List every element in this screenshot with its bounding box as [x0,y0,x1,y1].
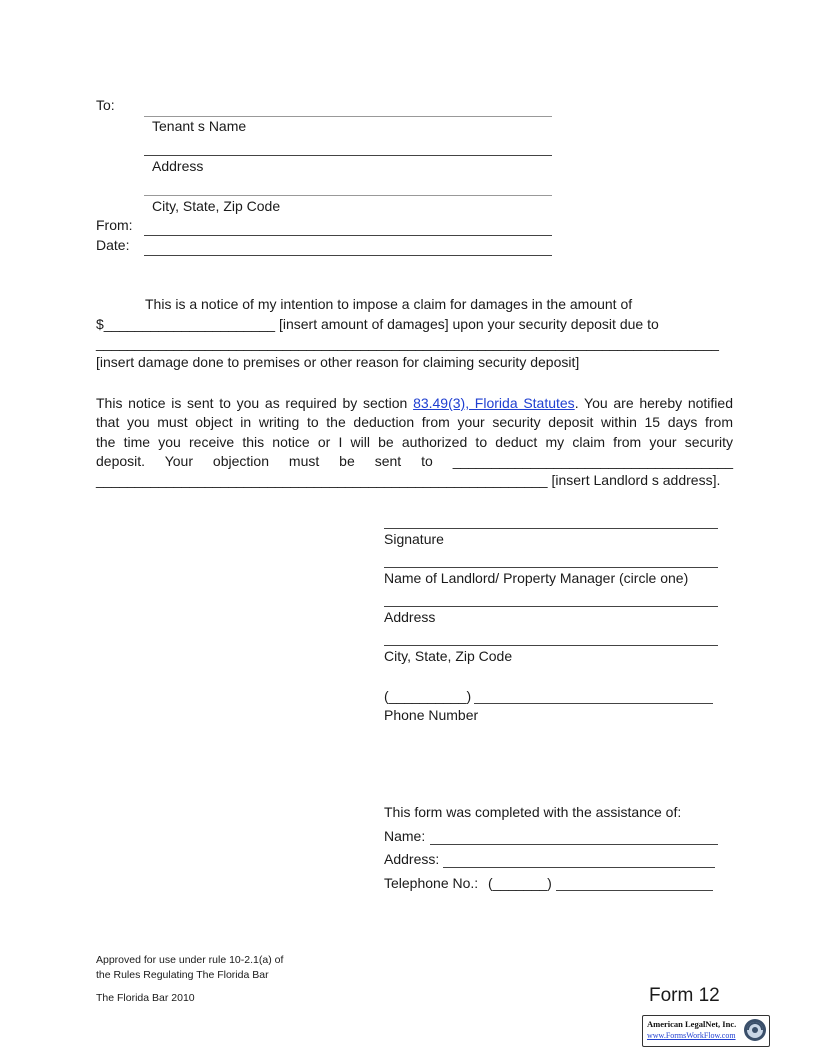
tenant-name-line [144,116,552,117]
date-line [144,255,552,256]
florida-bar-year: The Florida Bar 2010 [96,992,195,1004]
address-line [144,155,552,156]
signature-line [384,528,718,529]
logo-website: www.FormsWorkFlow.com [647,1031,736,1040]
landlord-city-line [384,645,718,646]
landlord-name-line [384,567,718,568]
statute-line-3: the time you receive this notice or I will be authorized to deduct my claim from your security [96,434,733,450]
assistance-area-code: (_______) [488,875,552,891]
landlord-name-label: Name of Landlord/ Property Manager (circle one) [384,570,689,586]
assistance-telephone-label: Telephone No.: [384,875,479,891]
phone-label: Phone Number [384,707,479,723]
address-label: Address [152,158,204,174]
landlord-address-line [384,606,718,607]
assistance-name-label: Name: [384,828,426,844]
form-number: Form 12 [649,985,720,1006]
statute-line-2: that you must object in writing to the deduction from your security deposit within 15 days from [96,414,733,430]
notice-line-4: [insert damage done to premises or other reason for claiming security deposit] [96,354,580,370]
from-label: From: [96,217,133,233]
phone-line [474,703,713,704]
landlord-address-label: Address [384,609,436,625]
assistance-telephone-line [556,890,713,891]
assistance-intro: This form was completed with the assistance of: [384,804,682,820]
date-label: Date: [96,237,130,253]
approved-line-1: Approved for use under rule 10-2.1(a) of [96,954,284,966]
city-line [144,195,552,196]
phone-area-code: (__________) [384,688,472,704]
from-line [144,235,552,236]
tenant-name-label: Tenant s Name [152,118,247,134]
american-legalnet-logo[interactable] [642,1015,770,1047]
statute-line-1 [96,394,733,414]
statute-text-before: This notice is sent to you as required by section [96,395,414,411]
assistance-name-line [430,844,718,845]
notice-line-3: ________________________________________________________________________________ [96,335,719,351]
notice-line-2: $______________________ [insert amount of damages] upon your security deposit due to [96,316,659,332]
statute-link[interactable]: 83.49(3), Florida Statutes [413,395,575,411]
approved-line-2: the Rules Regulating The Florida Bar [96,969,269,981]
signature-label: Signature [384,531,444,547]
landlord-city-label: City, State, Zip Code [384,648,513,664]
city-state-zip-label: City, State, Zip Code [152,198,281,214]
statute-line-5: __________________________________________________________ [insert Landlord s address]. [96,472,721,488]
statute-line-4: deposit. Your objection must be sent to ____________________________________ [96,453,733,469]
globe-icon [743,1018,767,1042]
to-label: To: [96,97,115,113]
assistance-address-label: Address: [384,851,440,867]
assistance-address-line [443,867,715,868]
logo-company-name: American LegalNet, Inc. [647,1019,737,1029]
notice-line-1: This is a notice of my intention to impose a claim for damages in the amount of [145,296,633,312]
statute-text-after: . You are hereby notified [574,395,733,411]
